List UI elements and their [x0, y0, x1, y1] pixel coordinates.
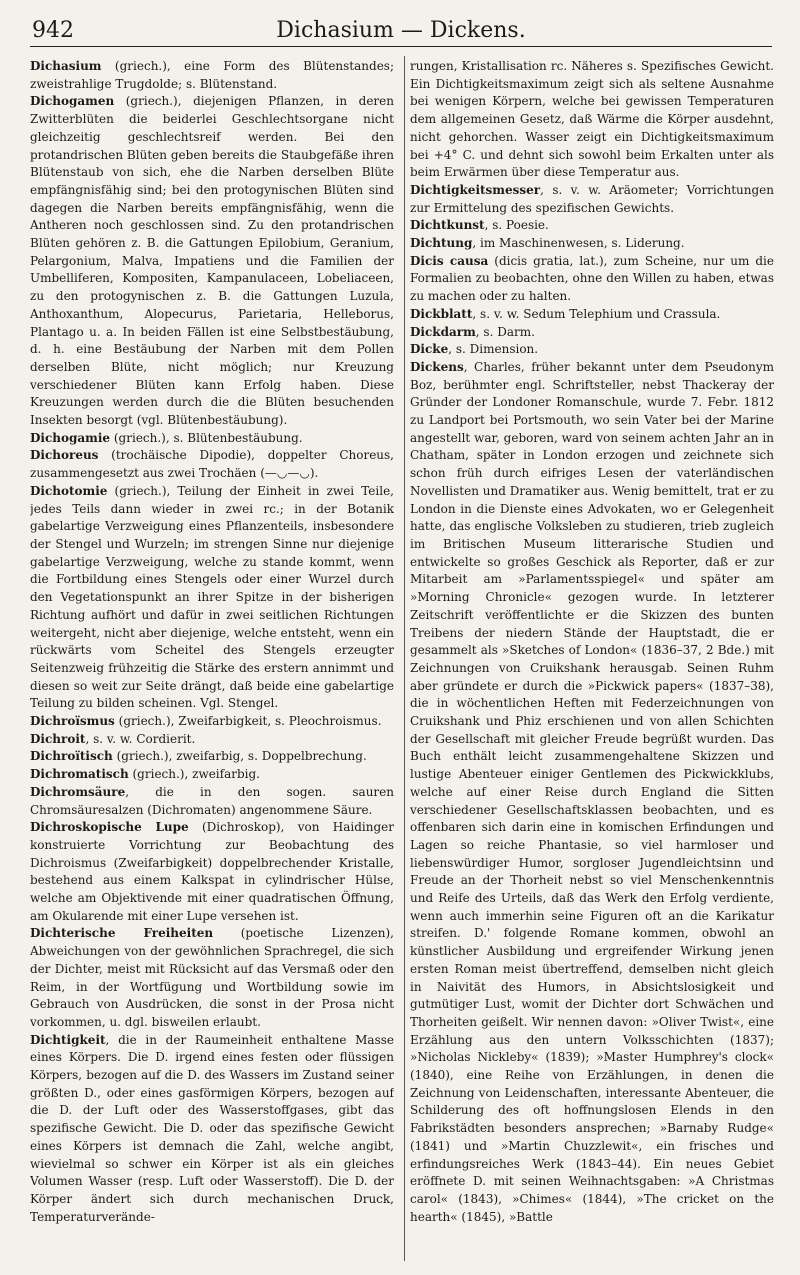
entry-headword: Dichroïsmus — [30, 714, 115, 729]
entry-text: (Dichroskop), von Haidinger konstruierte Vorrichtung zur Beobachtung des Dichroismus (Zweifarbigkeit) doppelbrechender Kristalle, bestehend aus einem Kalkspat in cylindrischer Hülse, welche am Objektivende mit einer quadratischen Öffnung, am Okularende mit einer Lupe versehen ist. — [30, 820, 394, 923]
dictionary-entry — [410, 359, 774, 1226]
entry-text: , s. Darm. — [475, 324, 535, 339]
dictionary-entry — [30, 93, 394, 429]
entry-text: (griech.), Zweifarbigkeit, s. Pleochroismus. — [114, 714, 382, 729]
page-header — [30, 12, 772, 47]
entry-text: , Charles, früher bekannt unter dem Pseudonym Boz, berühmter engl. Schriftsteller, nebst Thackeray der Gründer der Londoner Romanschule, wurde 7. Febr. 1812 zu Landport bei Portsmouth, wo sein Vater bei der Marine angestellt war, geboren, ward von seinem achten Jahr an in Chatham, später in London erzogen und zeichnete sich schon früh durch eifriges Lesen der vaterländischen Novellisten und Dramatiker aus. Wenig bemittelt, trat er zu London in die Dienste eines Advokaten, wo er Gelegenheit hatte, das englische Volksleben zu studieren, trieb zugleich im Britischen Museum litterarische Studien und entwickelte so großes Geschick als Reporter, daß er zur Mitarbeit am »Parlamentsspiegel« und später am »Morning Chronicle« gezogen wurde. In letzterer Zeitschrift veröffentlichte er die Skizzen des bunten Treibens der niedern Stände der Hauptstadt, die er gesammelt als »Sketches of London« (1836–37, 2 Bde.) mit Zeichnungen von Cruikshank herausgab. Seinen Ruhm aber gründete er durch die »Pickwick papers« (1837–38), die in wöchentlichen Heften mit Federzeichnungen von Cruikshank und Phiz erschienen und von allen Schichten der Gesellschaft mit gleicher Freude begrüßt wurden. Das Buch enthält leicht zusammengehaltene Skizzen und lustige Abenteuer einiger Gentlemen des Pickwickklubs, welche auf einer Reise durch England die Sitten verschiedener Gesellschaftsklassen beobachten, und es offenbaren sich darin eine in komischen Erfindungen und Lagen so reiche Phantasie, so viel harmloser und liebenswürdiger Humor, sorgloser Jugendleichtsinn und Freude an der Thorheit nebst so viel Menschenkenntnis und Reife des Urteils, daß das Werk den Erfolg verdiente, wenn auch immerhin seine Figuren oft an die Karikatur streifen. D.' folgende Romane kommen, obwohl an künstlicher Ausbildung und ergreifender Wirkung jenen ersten Roman meist übertreffend, demselben nicht gleich in Naivität des Humors, in Absichtslosigkeit und gutmütiger Lust, womit der Dichter dort Schwächen und Thorheiten geißelt. Wir nennen davon: »Oliver Twist«, eine Erzählung aus den untern Volksschichten (1837); »Nicholas Nickleby« (1839); »Master Humphrey's clock« (1840), eine Reihe von Erzählungen, in denen die Zeichnung von Leidenschaften, interessante Abenteuer, die Schilderung des oft hoffnungslosen Elends in den Fabrikstädten besonders ansprechen; »Barnaby Rudge« (1841) und »Martin Chuzzlewit«, ein frisches und erfindungsreiches Werk (1843–44). Ein neues Gebiet eröffnete D. mit seinen Weihnachtsgaben: »A Christmas carol« (1843), »Chimes« (1844), »The cricket on the hearth« (1845), »Battle — [410, 359, 774, 1224]
entry-headword: Dichogamie — [30, 430, 111, 445]
entry-headword: Dichtigkeitsmesser — [410, 182, 541, 197]
right-column — [410, 58, 774, 1263]
entry-text: (griech.), Teilung der Einheit in zwei Teile, jedes Teils dann wieder in zwei rc.; in der Botanik gabelartige Verzweigung eines Pflanzenteils, insbesondere der Stengel und Wurzeln; im strengen Sinne nur diejenige gabelartige Verzweigung, welche zu stande kommt, wenn die Fortbildung eines Stengels oder einer Wurzel durch den Vegetationspunkt an ihrer Spitze in der bisherigen Richtung aufhört und dafür in zwei seitlichen Richtungen weitergeht, nicht aber diejenige, welche entsteht, wenn ein rückwärts vom Scheitel des Stengels erzeugter Seitenzweig frühzeitig die Stärke des erstern annimmt und diesen so weit zur Seite drängt, daß beide eine gabelartige Teilung zu bilden scheinen. Vgl. Stengel. — [30, 483, 394, 711]
entry-headword: Dichtigkeit — [30, 1032, 106, 1047]
entry-text: (trochäische Dipodie), doppelter Choreus, zusammengesetzt aus zwei Trochäen (—◡—◡). — [30, 448, 394, 481]
dictionary-entry — [30, 447, 394, 482]
entry-headword: Dichtung — [410, 236, 473, 251]
entry-text: (griech.), eine Form des Blütenstandes; zweistrahlige Trugdolde; s. Blütenstand. — [30, 59, 394, 91]
entry-headword: Dichroskopische Lupe — [30, 820, 189, 835]
dictionary-entry — [30, 430, 394, 448]
dictionary-entry — [30, 731, 394, 749]
entry-text: (griech.), zweifarbig. — [128, 767, 260, 782]
entry-text: , s. v. w. Cordierit. — [85, 731, 196, 746]
dictionary-entry — [30, 766, 394, 784]
entry-headword: Dickblatt — [410, 306, 473, 321]
entry-headword: Dichoreus — [30, 448, 99, 463]
entry-text: (poetische Lizenzen), Abweichungen von der gewöhnlichen Sprachregel, die sich der Dichter, meist mit Rücksicht auf das Versmaß oder den Reim, in der Wortfügung und Wortbildung sowie im Gebrauch von Ausdrücken, die sonst in der Prosa nicht vorkommen, u. dgl. bisweilen erlaubt. — [30, 926, 394, 1029]
dictionary-entry — [30, 748, 394, 766]
entry-headword: Dicke — [410, 342, 449, 357]
dictionary-entry — [30, 1032, 394, 1227]
entry-text: (dicis gratia, lat.), zum Scheine, nur um die Formalien zu beobachten, ohne den Willen zu haben, etwas zu machen oder zu halten. — [410, 253, 774, 304]
entry-headword: Dichogamen — [30, 94, 115, 109]
entry-headword: Dichroïtisch — [30, 749, 113, 764]
page-number: 942 — [32, 18, 74, 43]
dictionary-entry — [30, 483, 394, 713]
dictionary-entry — [410, 217, 774, 235]
entry-headword: Dichterische Freiheiten — [30, 926, 214, 941]
entry-text: , im Maschinenwesen, s. Liderung. — [472, 236, 685, 251]
entry-text: , s. Dimension. — [448, 342, 539, 357]
entry-text: , die in der Raumeinheit enthaltene Masse eines Körpers. Die D. irgend eines festen oder flüssigen Körpers, bezogen auf die D. des Wassers im Zustand seiner größten D., oder eines gasförmigen Körpers, bezogen auf die D. der Luft oder des Wasserstoffgases, gibt das spezifische Gewicht. Die D. oder das spezifische Gewicht eines Körpers ist demnach die Zahl, welche angibt, wievielmal so schwer ein Körper ist als ein gleiches Volumen Wasser (resp. Luft oder Wasserstoff). Die D. der Körper ändert sich durch mechanischen Druck, Temperaturverände- — [30, 1032, 394, 1224]
entry-headword: Dickdarm — [410, 324, 476, 339]
entry-text: rungen, Kristallisation rc. Näheres s. Spezifisches Gewicht. Ein Dichtigkeitsmaximum zeigt sich als seltene Ausnahme bei wenigen Körpern, welche bei gewissen Temperaturen dem allgemeinen Gesetz, daß Wärme die Körper ausdehnt, nicht gehorchen. Wasser zeigt ein Dichtigkeitsmaximum bei +4° C. und dehnt sich sowohl beim Erkalten unter als beim Erwärmen über diese Temperatur aus. — [410, 59, 774, 180]
left-column — [30, 58, 394, 1263]
dictionary-entry — [30, 58, 394, 93]
entry-headword: Dichasium — [30, 59, 102, 73]
dictionary-entry — [410, 341, 774, 359]
entry-text: , die in den sogen. sauren Chromsäuresalzen (Dichromaten) angenommene Säure. — [30, 784, 394, 817]
entry-headword: Dichromsäure — [30, 784, 126, 799]
entry-text: (griech.), diejenigen Pflanzen, in deren Zwitterblüten die beiderlei Geschlechtsorgane nicht gleichzeitig geschlechtsreif werden. Bei den protandrischen Blüten geben bereits die Staubgefäße ihren Blütenstaub von sich, ehe die Narben derselben Blüte empfängnisfähig sind; bei den protogynischen Blüten sind dagegen die Narben bereits empfängnisfähig, wenn die Antheren noch geschlossen sind. Zu den protandrischen Blüten gehören z. B. die Gattungen Epilobium, Geranium, Pelargonium, Malva, Impatiens und die Familien der Umbelliferen, Kompositen, Kampanulaceen, Lobeliaceen, zu den protogynischen z. B. die Gattungen Luzula, Anthoxanthum, Alopecurus, Parietaria, Helleborus, Plantago u. a. In beiden Fällen ist eine Selbstbestäubung, d. h. eine Bestäubung der Narben mit dem Pollen derselben Blüte, nicht möglich; nur Kreuzung verschiedener Blüten kann Erfolg haben. Diese Kreuzungen werden durch die die Blüten besuchenden Insekten besorgt (vgl. Blütenbestäubung). — [30, 94, 394, 428]
dictionary-entry — [410, 306, 774, 324]
entry-headword: Dichroit — [30, 731, 86, 746]
entry-text: (griech.), s. Blütenbestäubung. — [110, 430, 303, 445]
entry-text: (griech.), zweifarbig, s. Doppelbrechung. — [112, 749, 367, 764]
running-title: Dichasium — Dickens. — [276, 18, 526, 43]
entry-headword: Dicis causa — [410, 253, 489, 268]
dictionary-entry — [30, 819, 394, 925]
entry-text: , s. v. w. Sedum Telephium und Crassula. — [472, 306, 721, 321]
entry-text: , s. v. w. Aräometer; Vorrichtungen zur Ermittelung des spezifischen Gewichts. — [410, 182, 774, 215]
dictionary-entry — [410, 58, 774, 182]
entry-headword: Dichtkunst — [410, 218, 485, 233]
column-divider — [404, 56, 405, 1261]
dictionary-entry — [30, 713, 394, 731]
entry-headword: Dichotomie — [30, 483, 108, 498]
dictionary-entry — [30, 925, 394, 1031]
dictionary-entry — [410, 182, 774, 217]
entry-headword: Dickens — [410, 359, 464, 374]
dictionary-entry — [410, 324, 774, 342]
dictionary-entry — [410, 253, 774, 306]
entry-headword: Dichromatisch — [30, 767, 129, 782]
dictionary-entry — [410, 235, 774, 253]
dictionary-entry — [30, 784, 394, 819]
entry-text: , s. Poesie. — [484, 218, 549, 233]
